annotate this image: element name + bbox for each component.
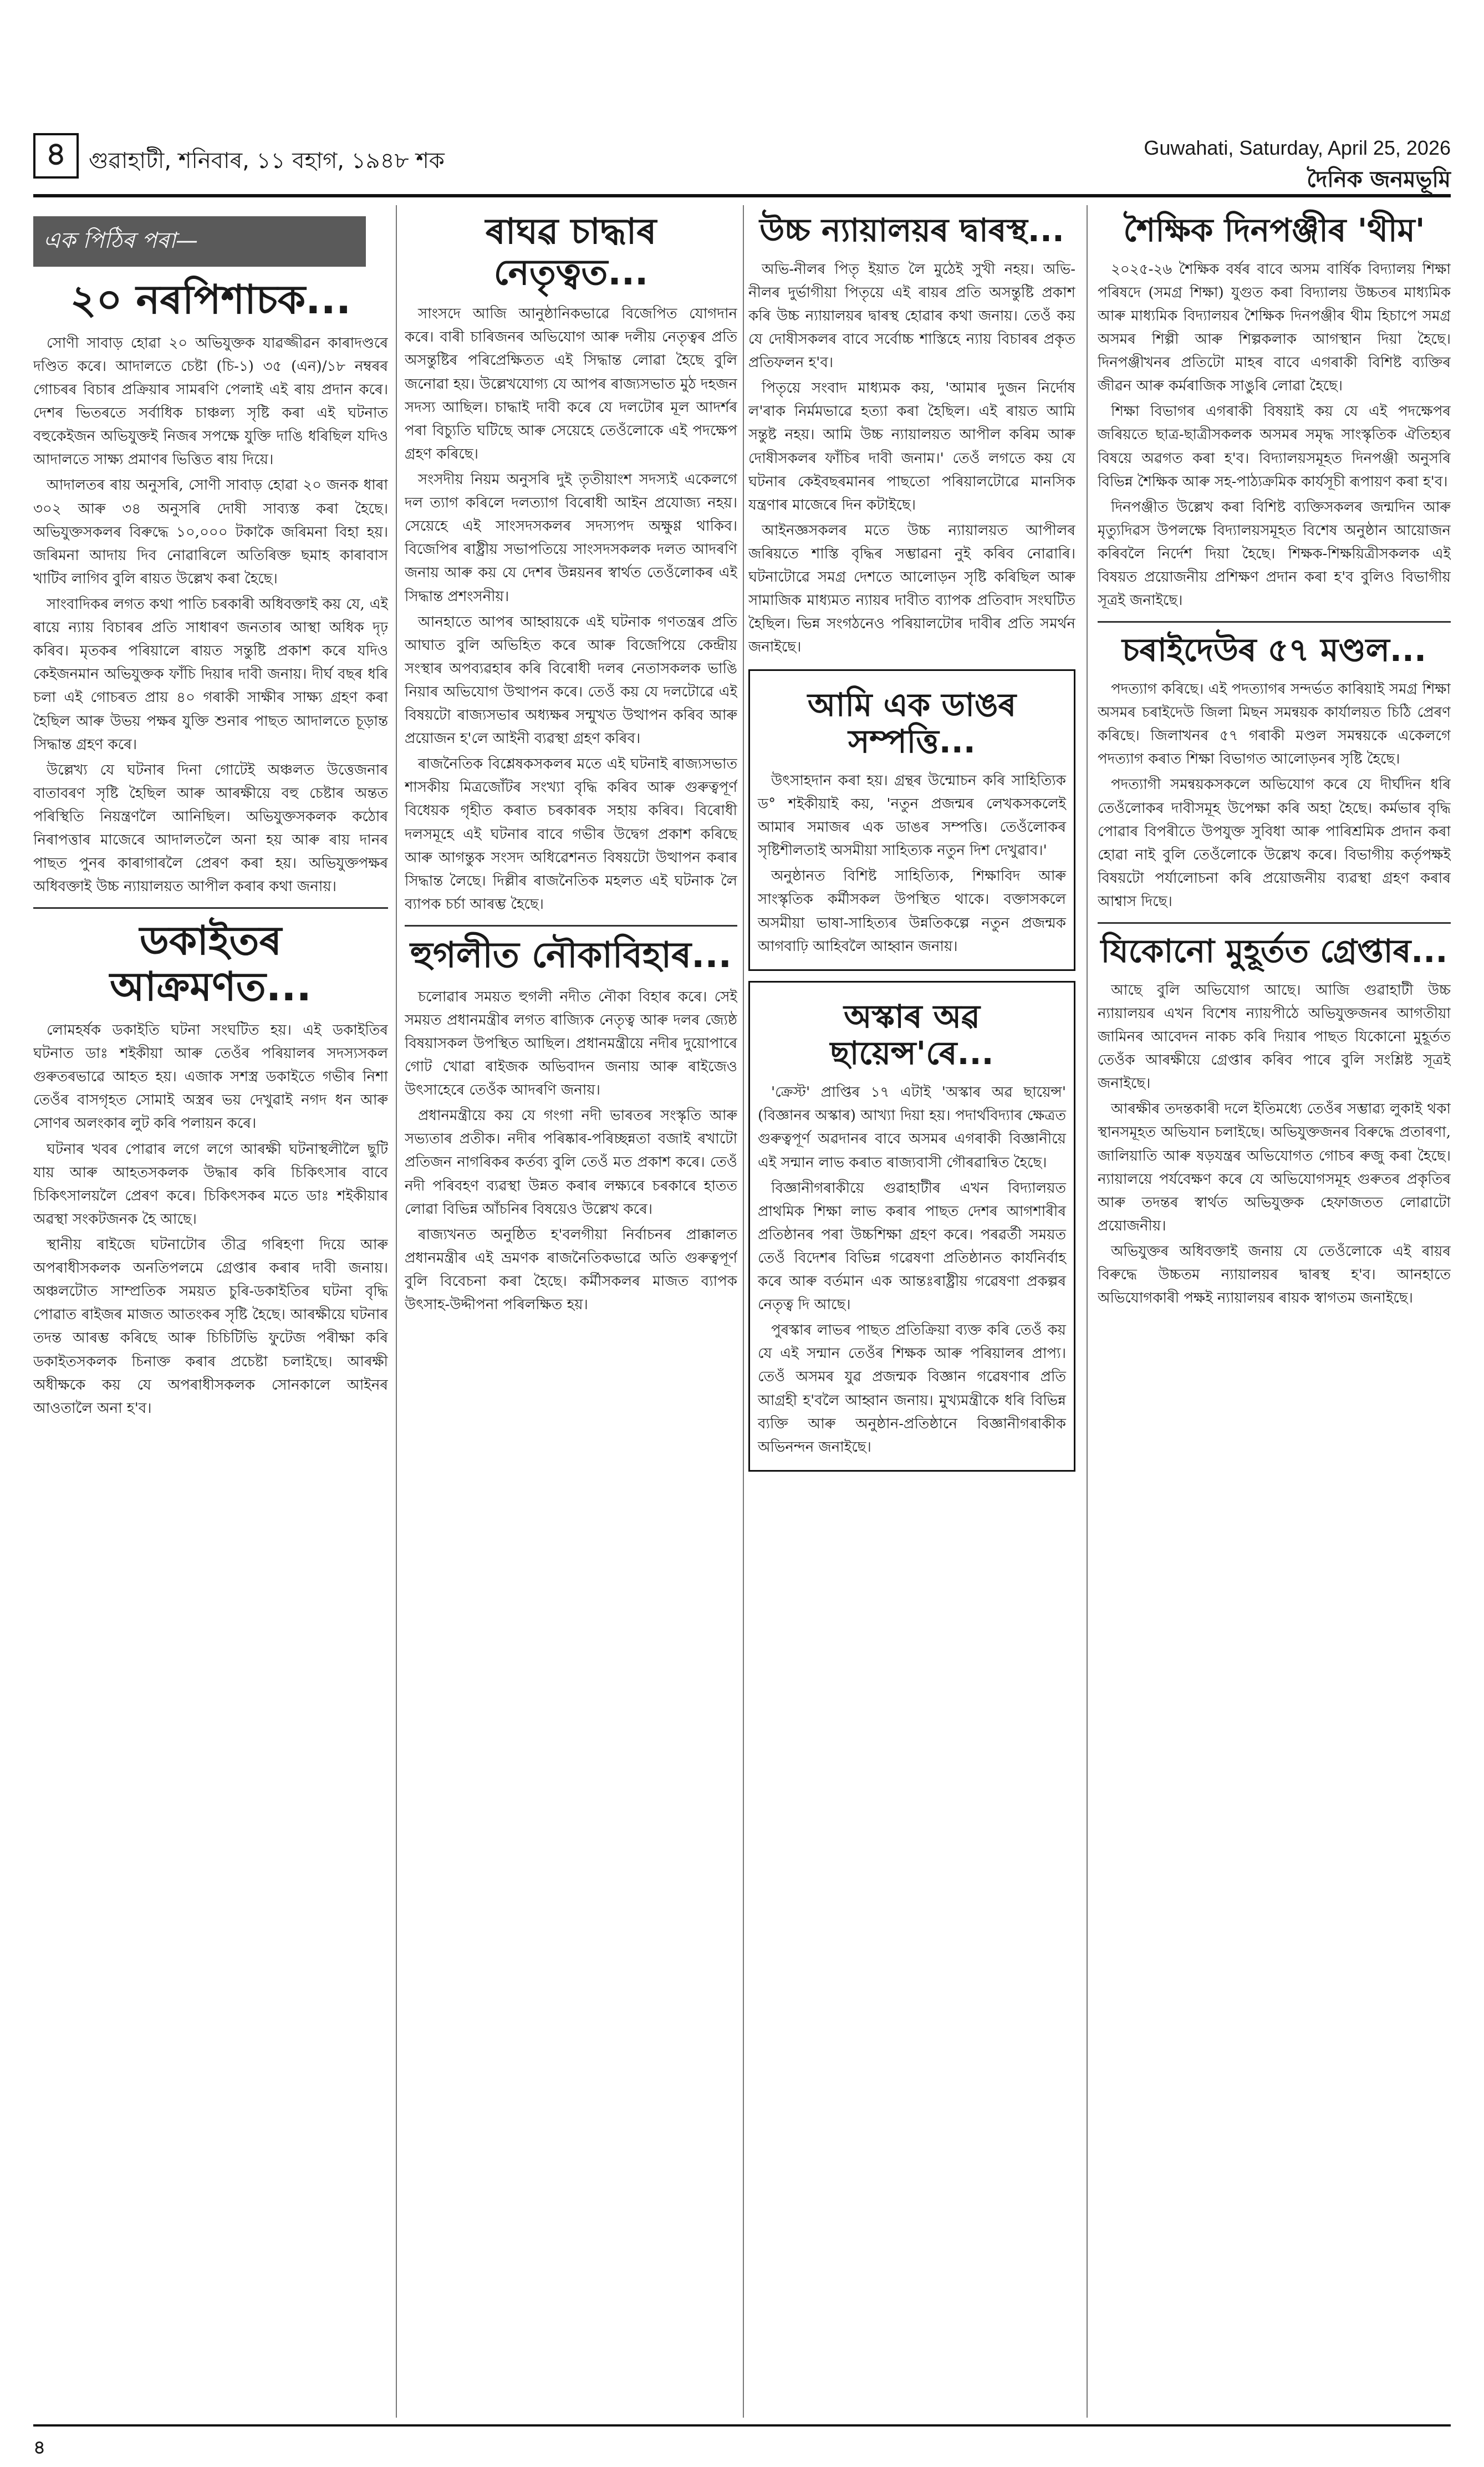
- continued-from-page-one-banner: এক পিঠিৰ পৰা—: [33, 216, 366, 267]
- article-20-accused: [33, 277, 388, 898]
- paragraph: আদালতৰ ৰায় অনুসৰি, সোণী সাবাড় হোৱা ২০ জনক ধাৰা ৩০২ আৰু ৩৪ অনুসৰি দোষী সাব্যস্ত কৰা হৈছে। অভিযুক্তসকলৰ বিৰুদ্ধে ১০,০০০ টকাকৈ জৰিমনা বিহা হয়। জৰিমনা আদায় দিব নোৱাৰিলে অতিৰিক্ত ছমাহ কাৰাবাস খাটিব লাগিব বুলি ৰায়ত উল্লেখ কৰা হৈছে।: [33, 477, 388, 587]
- column-4: [1098, 205, 1451, 2418]
- paragraph: বিজ্ঞানীগৰাকীয়ে গুৱাহাটীৰ এখন বিদ্যালয়ত প্ৰাথমিক শিক্ষা লাভ কৰাৰ পাছত দেশৰ আগশাৰীৰ প্ৰতিষ্ঠানৰ পৰা উচ্চশিক্ষা গ্ৰহণ কৰে। পৰৱৰ্তী সময়ত তেওঁ বিদেশৰ বিভিন্ন গৱেষণা প্ৰতিষ্ঠানত কাৰ্যনিৰ্বাহ কৰে আৰু বৰ্তমান এক আন্তঃৰাষ্ট্ৰীয় গৱেষণা প্ৰকল্পৰ নেতৃত্ব দি আছে।: [758, 1179, 1066, 1314]
- paragraph: আছে বুলি অভিযোগ আছে। আজি গুৱাহাটী উচ্চ ন্যায়ালয়ৰ এখন বিশেষ ন্যায়পীঠে অভিযুক্তজনৰ আগতীয়া জামিনৰ আবেদন নাকচ কৰি দিয়াৰ পাছত যিকোনো মুহূৰ্তত তেওঁক আৰক্ষীয়ে গ্ৰেপ্তাৰ কৰিব পাৰে বুলি সংশ্লিষ্ট সূত্ৰই জনাইছে।: [1098, 981, 1451, 1092]
- page-number-box: ৪: [33, 133, 79, 179]
- column-1: [33, 205, 388, 2418]
- article-body: [33, 332, 388, 899]
- article-body: [405, 302, 737, 916]
- paragraph: ঘটনাৰ খবৰ পোৱাৰ লগে লগে আৰক্ষী ঘটনাস্থলীলৈ ছুটি যায় আৰু আহতসকলক উদ্ধাৰ কৰি চিকিৎসাৰ বাবে চিকিৎসালয়লৈ প্ৰেৰণ কৰে। চিকিৎসকৰ মতে ডাঃ শইকীয়াৰ অৱস্থা সংকটজনক হৈ আছে।: [33, 1141, 388, 1228]
- article-body: [758, 769, 1066, 958]
- article-body: [33, 1019, 388, 1420]
- footer-rule: [33, 2424, 1451, 2427]
- column-divider: [1087, 205, 1088, 2418]
- masthead: [33, 133, 1451, 194]
- article-headline: যিকোনো মুহূৰ্তত গ্ৰেপ্তাৰ...: [1100, 932, 1448, 970]
- column-2: [405, 205, 737, 2418]
- paragraph: আৰক্ষীৰ তদন্তকাৰী দলে ইতিমধ্যে তেওঁৰ সম্ভাৱ্য লুকাই থকা স্থানসমূহত অভিযান চলাইছে। অভিযুক্তজনৰ বিৰুদ্ধে প্ৰতাৰণা, জালিয়াতি আৰু ষড়যন্ত্ৰৰ অভিযোগত গোচৰ ৰুজু কৰা হৈছে। ন্যায়ালয়ে পৰ্যবেক্ষণ কৰে যে অভিযোগসমূহ গুৰুতৰ প্ৰকৃতিৰ আৰু তদন্তৰ স্বাৰ্থত অভিযুক্তক হেফাজতত লোৱাটো প্ৰয়োজনীয়।: [1098, 1101, 1451, 1234]
- article-headline: আমি এক ডাঙৰ সম্পত্তি...: [807, 685, 1017, 761]
- article-dacoity-attack: [33, 918, 388, 1420]
- footer-page-number: ৪: [33, 2437, 46, 2459]
- article-arrest-any-moment: [1098, 933, 1451, 1310]
- paragraph: উৎসাহদান কৰা হয়। গ্ৰন্থৰ উন্মোচন কৰি সাহিত্যিক ড° শইকীয়াই কয়, 'নতুন প্ৰজন্মৰ লেখকসকলেই আমাৰ সমাজৰ এক ডাঙৰ সম্পত্তি। তেওঁলোকৰ সৃষ্টিশীলতাই অসমীয়া সাহিত্যক নতুন দিশ দেখুৱাব।': [758, 772, 1066, 859]
- paragraph: পদত্যাগী সমন্বয়কসকলে অভিযোগ কৰে যে দীৰ্ঘদিন ধৰি তেওঁলোকৰ দাবীসমূহ উপেক্ষা কৰি অহা হৈছে। কৰ্মভাৰ বৃদ্ধি পোৱাৰ বিপৰীতে উপযুক্ত সুবিধা আৰু পাৰিশ্ৰমিক প্ৰদান কৰা হোৱা নাই বুলি তেওঁলোকে উল্লেখ কৰে। বিভাগীয় কৰ্তৃপক্ষই বিষয়টো পৰ্যালোচনা কৰি প্ৰয়োজনীয় ব্যৱস্থা গ্ৰহণ কৰাৰ আশ্বাস দিছে।: [1098, 776, 1451, 910]
- article-academic-calendar-theme: [1098, 212, 1451, 612]
- article-body: [1098, 979, 1451, 1310]
- article-charaideo-57-mandal: [1098, 632, 1451, 913]
- article-headline: ৰাঘৱ চাদ্ধাৰ নেতৃত্বত...: [485, 211, 657, 293]
- dateline-assamese: গুৱাহাটী, শনিবাৰ, ১১ বহাগ, ১৯৪৮ শক: [89, 148, 445, 174]
- article-hooghly-boat-ride: [405, 935, 737, 1316]
- article-body: [748, 258, 1075, 659]
- article-headline: ২০ নৰপিশাচক...: [70, 276, 351, 323]
- paragraph: সংসদীয় নিয়ম অনুসৰি দুই তৃতীয়াংশ সদস্যই একেলগে দল ত্যাগ কৰিলে দলত্যাগ বিৰোধী আইন প্ৰযোজ্য নহয়। সেয়েহে এই সাংসদসকলৰ সদস্যপদ অক্ষুণ্ণ থাকিব। বিজেপিৰ ৰাষ্ট্ৰীয় সভাপতিয়ে সাংসদসকলক দলত আদৰণি জনায় আৰু কয় যে দেশৰ উন্নয়নৰ স্বাৰ্থত তেওঁলোকৰ এই সিদ্ধান্ত প্ৰশংসনীয়।: [405, 471, 737, 605]
- article-headline: উচ্চ ন্যায়ালয়ৰ দ্বাৰস্থ...: [759, 211, 1064, 249]
- paragraph: উল্লেখ্য যে ঘটনাৰ দিনা গোটেই অঞ্চলত উত্তেজনাৰ বাতাবৰণ সৃষ্টি হৈছিল আৰু আৰক্ষীয়ে বহু চেষ্টাৰ অন্তত পৰিস্থিতি নিয়ন্ত্ৰণলৈ আনিছিল। অভিযুক্তসকলক কঠোৰ নিৰাপত্তাৰ মাজেৰে আদালতলৈ অনা হয় আৰু ৰায় দানৰ পাছত পুনৰ কাৰাগাৰলৈ প্ৰেৰণ কৰা হয়। অভিযুক্তপক্ষৰ অধিবক্তাই উচ্চ ন্যায়ালয়ত আপীল কৰাৰ কথা জনায়।: [33, 761, 388, 896]
- column-3: [748, 205, 1075, 2418]
- story-separator: [33, 907, 388, 909]
- article-body: [405, 985, 737, 1317]
- column-divider: [743, 205, 744, 2418]
- article-body: [1098, 258, 1451, 613]
- paragraph: ৰাজ্যখনত অনুষ্ঠিত হ'বলগীয়া নিৰ্বাচনৰ প্ৰাক্কালত প্ৰধানমন্ত্ৰীৰ এই ভ্ৰমণক ৰাজনৈতিকভাৱে অতি গুৰুত্বপূৰ্ণ বুলি বিবেচনা কৰা হৈছে। কৰ্মীসকলৰ মাজত ব্যাপক উৎসাহ-উদ্দীপনা পৰিলক্ষিত হয়।: [405, 1226, 737, 1314]
- paragraph: সাংসদে আজি আনুষ্ঠানিকভাৱে বিজেপিত যোগদান কৰে। বাৰী চাৰিজনৰ অভিযোগ আৰু দলীয় নেতৃত্বৰ প্ৰতি অসন্তুষ্টিৰ পৰিপ্ৰেক্ষিতত এই সিদ্ধান্ত লোৱা হৈছে বুলি জনোৱা হয়। উল্লেখযোগ্য যে আপৰ ৰাজ্যসভাত মুঠ দহজন সদস্য আছিল। চাদ্ধাই দাবী কৰে যে দলটোৰ মূল আদৰ্শৰ পৰা বিচ্যুতি ঘটিছে আৰু সেয়েহে তেওঁলোকে এই পদক্ষেপ গ্ৰহণ কৰিছে।: [405, 306, 737, 462]
- article-high-court: [748, 212, 1075, 659]
- paragraph: লোমহৰ্ষক ডকাইতি ঘটনা সংঘটিত হয়। এই ডকাইতিৰ ঘটনাত ডাঃ শইকীয়া আৰু তেওঁৰ পৰিয়ালৰ সদস্যসকল গুৰুতৰভাৱে আহত হয়। এজাক সশস্ত্ৰ ডকাইতে গভীৰ নিশা তেওঁৰ বাসগৃহত সোমাই অস্ত্ৰৰ ভয় দেখুৱাই নগদ ধন আৰু সোণৰ অলংকাৰ লুট কৰি পলায়ন কৰে।: [33, 1022, 388, 1132]
- article-headline: ডকাইতৰ আক্ৰমণত...: [110, 917, 312, 1010]
- dateline-english: Guwahati, Saturday, April 25, 2026: [1144, 136, 1451, 159]
- paragraph: স্থানীয় ৰাইজে ঘটনাটোৰ তীব্ৰ গৰিহণা দিয়ে আৰু অপৰাধীসকলক অনতিপলমে গ্ৰেপ্তাৰ কৰাৰ দাবী জনায়। অঞ্চলটোত সাম্প্ৰতিক সময়ত চুৰি-ডকাইতিৰ ঘটনা বৃদ্ধি পোৱাত ৰাইজৰ মাজত আতংকৰ সৃষ্টি হৈছে। আৰক্ষীয়ে ঘটনাৰ তদন্ত আৰম্ভ কৰিছে আৰু চিচিটিভি ফুটেজ পৰীক্ষা কৰি ডকাইতসকলক চিনাক্ত কৰাৰ প্ৰচেষ্টা চলাইছে। আৰক্ষী অধীক্ষকে কয় যে অপৰাধীসকলক সোনকালে আইনৰ আওতালৈ অনা হ'ব।: [33, 1237, 388, 1417]
- paragraph: শিক্ষা বিভাগৰ এগৰাকী বিষয়াই কয় যে এই পদক্ষেপৰ জৰিয়তে ছাত্ৰ-ছাত্ৰীসকলক অসমৰ সমৃদ্ধ সাংস্কৃতিক ঐতিহ্যৰ বিষয়ে অৱগত কৰা হ'ব। বিদ্যালয়সমূহত দিনপঞ্জী অনুসৰি বিভিন্ন শৈক্ষিক আৰু সহ-পাঠ্যক্ৰমিক কাৰ্যসূচী ৰূপায়ণ কৰা হ'ব।: [1098, 403, 1451, 490]
- article-body: [1098, 678, 1451, 913]
- paragraph: চলোৱাৰ সময়ত হুগলী নদীত নৌকা বিহাৰ কৰে। সেই সময়ত প্ৰধানমন্ত্ৰীৰ লগত ৰাজ্যিক নেতৃত্ব আৰু দলৰ জ্যেষ্ঠ বিষয়াসকল উপস্থিত আছিল। প্ৰধানমন্ত্ৰীয়ে নদীৰ দুয়োপাৰে গোট খোৱা ৰাইজক অভিবাদন জনায় আৰু ৰাইজেও উৎসাহেৰে তেওঁক আদৰণি জনায়।: [405, 988, 737, 1099]
- article-headline: শৈক্ষিক দিনপঞ্জীৰ 'থীম': [1123, 211, 1425, 249]
- article-headline: হুগলীত নৌকাবিহাৰ...: [410, 935, 732, 976]
- masthead-rule: [33, 194, 1451, 197]
- story-separator: [1098, 621, 1451, 623]
- paragraph: ২০২৫-২৬ শৈক্ষিক বৰ্ষৰ বাবে অসম বাৰ্ষিক বিদ্যালয় শিক্ষা পৰিষদে (সমগ্ৰ শিক্ষা) যুগুত কৰা বিদ্যালয় উচ্চতৰ মাধ্যমিক আৰু মাধ্যমিক বিদ্যালয়ৰ শৈক্ষিক দিনপঞ্জীৰ থীম হিচাপে সমগ্ৰ অসমৰ শিল্পী আৰু শিল্পকলাক আগস্থান দিয়া হৈছে। দিনপঞ্জীখনৰ প্ৰতিটো মাহৰ বাবে এগৰাকী বিশিষ্ট ব্যক্তিৰ জীৱন আৰু কৰ্মৰাজিক সাঙুৰি লোৱা হৈছে।: [1098, 261, 1451, 395]
- paragraph: সোণী সাবাড় হোৱা ২০ অভিযুক্তক যাৱজ্জীৱন কাৰাদণ্ডৰে দণ্ডিত কৰে। আদালতে চেষ্টা (চি-১) ৩৫ (এন)/১৮ নম্বৰৰ গোচৰৰ বিচাৰ প্ৰক্ৰিয়াৰ সামৰণি পেলাই এই ৰায় প্ৰদান কৰে। দেশৰ ভিতৰতে সৰ্বাধিক চাঞ্চল্য সৃষ্টি কৰা এই ঘটনাত বহুকেইজন অভিযুক্তই নিজৰ সপক্ষে যুক্তি দাঙি ধৰিছিল যদিও আদালতে সাক্ষ্য প্ৰমাণৰ ভিত্তিত ৰায় দিয়ে।: [33, 334, 388, 469]
- paragraph: পুৰস্কাৰ লাভৰ পাছত প্ৰতিক্ৰিয়া ব্যক্ত কৰি তেওঁ কয় যে এই সন্মান তেওঁৰ শিক্ষক আৰু পৰিয়ালৰ প্ৰাপ্য। তেওঁ অসমৰ যুৱ প্ৰজন্মক বিজ্ঞান গৱেষণাৰ প্ৰতি আগ্ৰহী হ'বলৈ আহ্বান জনায়। মুখ্যমন্ত্ৰীকে ধৰি বিভিন্ন ব্যক্তি আৰু অনুষ্ঠান-প্ৰতিষ্ঠানে বিজ্ঞানীগৰাকীক অভিনন্দন জনাইছে।: [758, 1322, 1066, 1456]
- story-separator: [405, 925, 737, 927]
- article-raghav-chadha: [405, 212, 737, 916]
- story-separator: [1098, 922, 1451, 924]
- article-big-asset-box: [748, 669, 1075, 971]
- paragraph: পদত্যাগ কৰিছে। এই পদত্যাগৰ সন্দৰ্ভত কাৰিয়াই সমগ্ৰ শিক্ষা অসমৰ চৰাইদেউ জিলা মিছন সমন্বয়ক কাৰ্যালয়ত চিঠি প্ৰেৰণ কৰিছে। জিলাখনৰ ৫৭ গৰাকী মণ্ডল সমন্বয়কে একেলগে পদত্যাগ কৰাত শিক্ষা বিভাগত আলোড়নৰ সৃষ্টি হৈছে।: [1098, 681, 1451, 768]
- paragraph: সাংবাদিকৰ লগত কথা পাতি চৰকাৰী অধিবক্তাই কয় যে, এই ৰায়ে ন্যায় বিচাৰৰ প্ৰতি সাধাৰণ জনতাৰ আস্থা অধিক দৃঢ় কৰিব। মৃতকৰ পৰিয়ালে ৰায়ত সন্তুষ্টি প্ৰকাশ কৰে যদিও কেইজনমান অভিযুক্তক ফাঁচি দিয়াৰ দাবী জনায়। দীৰ্ঘ বছৰ ধৰি চলা এই গোচৰত প্ৰায় ৪০ গৰাকী সাক্ষীৰ সাক্ষ্য গ্ৰহণ কৰা হৈছিল আৰু উভয় পক্ষৰ যুক্তি শুনাৰ পাছত আদালতে চূড়ান্ত সিদ্ধান্ত গ্ৰহণ কৰে।: [33, 596, 388, 753]
- article-body: [758, 1081, 1066, 1459]
- paragraph: অভি-নীলৰ পিতৃ ইয়াত লৈ মুঠেই সুখী নহয়। অভি-নীলৰ দুৰ্ভাগীয়া পিতৃয়ে এই ৰায়ৰ প্ৰতি অসন্তুষ্টি প্ৰকাশ কৰি উচ্চ ন্যায়ালয়ৰ দ্বাৰস্থ হোৱাৰ কথা জনায়। তেওঁ কয় যে দোষীসকলৰ বাবে সৰ্বোচ্চ শাস্তিহে ন্যায় বিচাৰৰ প্ৰকৃত প্ৰতিফলন হ'ব।: [748, 261, 1075, 372]
- paragraph: অভিযুক্তৰ অধিবক্তাই জনায় যে তেওঁলোকে এই ৰায়ৰ বিৰুদ্ধে উচ্চতম ন্যায়ালয়ৰ দ্বাৰস্থ হ'ব। আনহাতে অভিযোগকাৰী পক্ষই ন্যায়ালয়ৰ ৰায়ক স্বাগতম জনাইছে।: [1098, 1243, 1451, 1307]
- paragraph: দিনপঞ্জীত উল্লেখ কৰা বিশিষ্ট ব্যক্তিসকলৰ জন্মদিন আৰু মৃত্যুদিৱস উপলক্ষে বিদ্যালয়সমূহত বিশেষ অনুষ্ঠান আয়োজন কৰিবলৈ নিৰ্দেশ দিয়া হৈছে। শিক্ষক-শিক্ষয়িত্ৰীসকলক এই বিষয়ত প্ৰয়োজনীয় প্ৰশিক্ষণ প্ৰদান কৰা হ'ব বুলিও বিভাগীয় সূত্ৰই জনাইছে।: [1098, 499, 1451, 609]
- paragraph: 'ক্ৰেস্ট' প্ৰাপ্তিৰ ১৭ এটাই 'অস্কাৰ অৱ ছায়েন্স' (বিজ্ঞানৰ অস্কাৰ) আখ্যা দিয়া হয়। পদাৰ্থবিদ্যাৰ ক্ষেত্ৰত গুৰুত্বপূৰ্ণ অৱদানৰ বাবে অসমৰ এগৰাকী বিজ্ঞানীয়ে এই সন্মান লাভ কৰাত ৰাজ্যবাসী গৌৰৱান্বিত হৈছে।: [758, 1084, 1066, 1171]
- column-divider: [396, 205, 397, 2418]
- article-headline: অস্কাৰ অৱ ছায়েন্স'ৰে...: [830, 997, 994, 1072]
- article-headline: চৰাইদেউৰ ৫৭ মণ্ডল...: [1122, 631, 1426, 669]
- paragraph: প্ৰধানমন্ত্ৰীয়ে কয় যে গংগা নদী ভাৰতৰ সংস্কৃতি আৰু সভ্যতাৰ প্ৰতীক। নদীৰ পৰিষ্কাৰ-পৰিচ্ছন্নতা বজাই ৰখাটো প্ৰতিজন নাগৰিকৰ কৰ্তব্য বুলি তেওঁ মত প্ৰকাশ কৰে। তেওঁ নদী পৰিবহণ ব্যৱস্থা উন্নত কৰাৰ লক্ষ্যৰে চৰকাৰে হাতত লোৱা বিভিন্ন আঁচনিৰ বিষয়েও উল্লেখ কৰে।: [405, 1107, 737, 1218]
- paragraph: পিতৃয়ে সংবাদ মাধ্যমক কয়, 'আমাৰ দুজন নিৰ্দোষ ল'ৰাক নিৰ্মমভাৱে হত্যা কৰা হৈছিল। এই ৰায়ত আমি সন্তুষ্ট নহয়। আমি উচ্চ ন্যায়ালয়ত আপীল কৰিম আৰু দোষীসকলৰ ফাঁচিৰ দাবী জনাম।' তেওঁ লগতে কয় যে ঘটনাৰ কেইবছৰমানৰ পাছতো পৰিয়ালটোৱে মানসিক যন্ত্ৰণাৰ মাজেৰে দিন কটাইছে।: [748, 380, 1075, 513]
- paragraph: অনুষ্ঠানত বিশিষ্ট সাহিত্যিক, শিক্ষাবিদ আৰু সাংস্কৃতিক কৰ্মীসকল উপস্থিত থাকে। বক্তাসকলে অসমীয়া ভাষা-সাহিত্যৰ উন্নতিকল্পে নতুন প্ৰজন্মক আগবাঢ়ি আহিবলৈ আহ্বান জনায়।: [758, 868, 1066, 955]
- newspaper-name: দৈনিক জনমভূমি: [1307, 167, 1451, 192]
- article-oscar-of-science-box: [748, 981, 1075, 1472]
- paragraph: ৰাজনৈতিক বিশ্লেষকসকলৰ মতে এই ঘটনাই ৰাজ্যসভাত শাসকীয় মিত্ৰজোঁটৰ সংখ্যা বৃদ্ধি কৰিব আৰু গুৰুত্বপূৰ্ণ বিধেয়ক গৃহীত কৰাত চৰকাৰক সহায় কৰিব। বিৰোধী দলসমূহে এই ঘটনাৰ বাবে গভীৰ উদ্বেগ প্ৰকাশ কৰিছে আৰু আগন্তুক সংসদ অধিৱেশনত বিষয়টো উত্থাপন কৰাৰ সিদ্ধান্ত লৈছে। দিল্লীৰ ৰাজনৈতিক মহলত এই ঘটনাক লৈ ব্যাপক চৰ্চা আৰম্ভ হৈছে।: [405, 756, 737, 913]
- paragraph: আনহাতে আপৰ আহ্বায়কে এই ঘটনাক গণতন্ত্ৰৰ প্ৰতি আঘাত বুলি অভিহিত কৰে আৰু বিজেপিয়ে কেন্দ্ৰীয় সংস্থাৰ অপব্যৱহাৰ কৰি বিৰোধী দলৰ নেতাসকলক ভাঙি নিয়াৰ অভিযোগ উত্থাপন কৰে। তেওঁ কয় যে দলটোৱে এই বিষয়টো ৰাজ্যসভাৰ অধ্যক্ষৰ সন্মুখত উত্থাপন কৰিব আৰু প্ৰয়োজন হ'লে আইনী ব্যৱস্থা গ্ৰহণ কৰিব।: [405, 613, 737, 747]
- paragraph: আইনজ্ঞসকলৰ মতে উচ্চ ন্যায়ালয়ত আপীলৰ জৰিয়তে শাস্তি বৃদ্ধিৰ সম্ভাৱনা নুই কৰিব নোৱাৰি। ঘটনাটোৱে সমগ্ৰ দেশতে আলোড়ন সৃষ্টি কৰিছিল আৰু সামাজিক মাধ্যমত ন্যায়ৰ দাবীত ব্যাপক প্ৰতিবাদ সংঘটিত হৈছিল। ভিন্ন সংগঠনেও পৰিয়ালটোৰ দাবীৰ প্ৰতি সমৰ্থন জনাইছে।: [748, 522, 1075, 656]
